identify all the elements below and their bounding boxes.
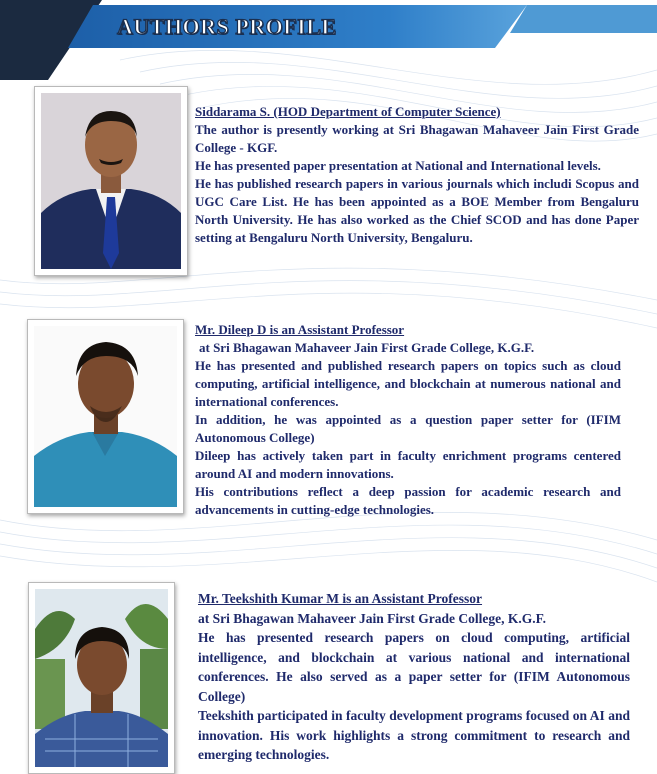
author-name: Mr. Teekshith Kumar M is an Assistant Professor (198, 591, 483, 606)
header-banner (0, 0, 657, 80)
bio-line: He has published research papers in various journals which includi Scopus and UGC Care List. He has been appointed as a BOE Member from Bengaluru North University. He has also worked as the Chief SCOD and has done Paper setting at Bengaluru North University, Bengaluru. (195, 176, 639, 245)
author-name: Mr. Dileep D is an Assistant Professor (195, 322, 405, 337)
bio-line: In addition, he was appointed as a question paper setter for (IFIM Autonomous College) (195, 412, 621, 445)
bio-line: Dileep has actively taken part in faculty enrichment programs centered around AI and modern innovations. (195, 448, 621, 481)
author-photo-dileep (27, 319, 184, 514)
page-title: AUTHORS PROFILE (117, 14, 337, 39)
bio-line: He has presented paper presentation at National and International levels. (195, 158, 601, 173)
bio-line: at Sri Bhagawan Mahaveer Jain First Grade College, K.G.F. (198, 610, 546, 626)
bio-line: Teekshith participated in faculty development programs focused on AI and innovation. His work highlights a strong commitment to research and emerging technologies. (198, 708, 630, 762)
author-bio-teekshith (198, 589, 630, 765)
author-name: Siddarama S. (HOD Department of Computer Science) (195, 104, 501, 119)
author-bio-siddarama (195, 103, 639, 247)
author-photo-teekshith (28, 582, 175, 774)
bio-line: at Sri Bhagawan Mahaveer Jain First Grade College, K.G.F. (199, 340, 535, 355)
bio-line: The author is presently working at Sri Bhagawan Mahaveer Jain First Grade College - KGF. (195, 122, 639, 155)
bio-line: He has presented and published research papers on topics such as cloud computing, artificial intelligence, and blockchain at numerous national and international conferences. (195, 358, 621, 409)
author-photo-siddarama (34, 86, 188, 276)
bio-line: He has presented research papers on cloud computing, artificial intelligence, and blockchain at various national and international conferences. He also served as a paper setter for (IFIM Autonomous College) (198, 630, 630, 704)
bio-line: His contributions reflect a deep passion for academic research and advancements in cutting-edge technologies. (195, 484, 621, 517)
author-bio-dileep (195, 321, 621, 519)
